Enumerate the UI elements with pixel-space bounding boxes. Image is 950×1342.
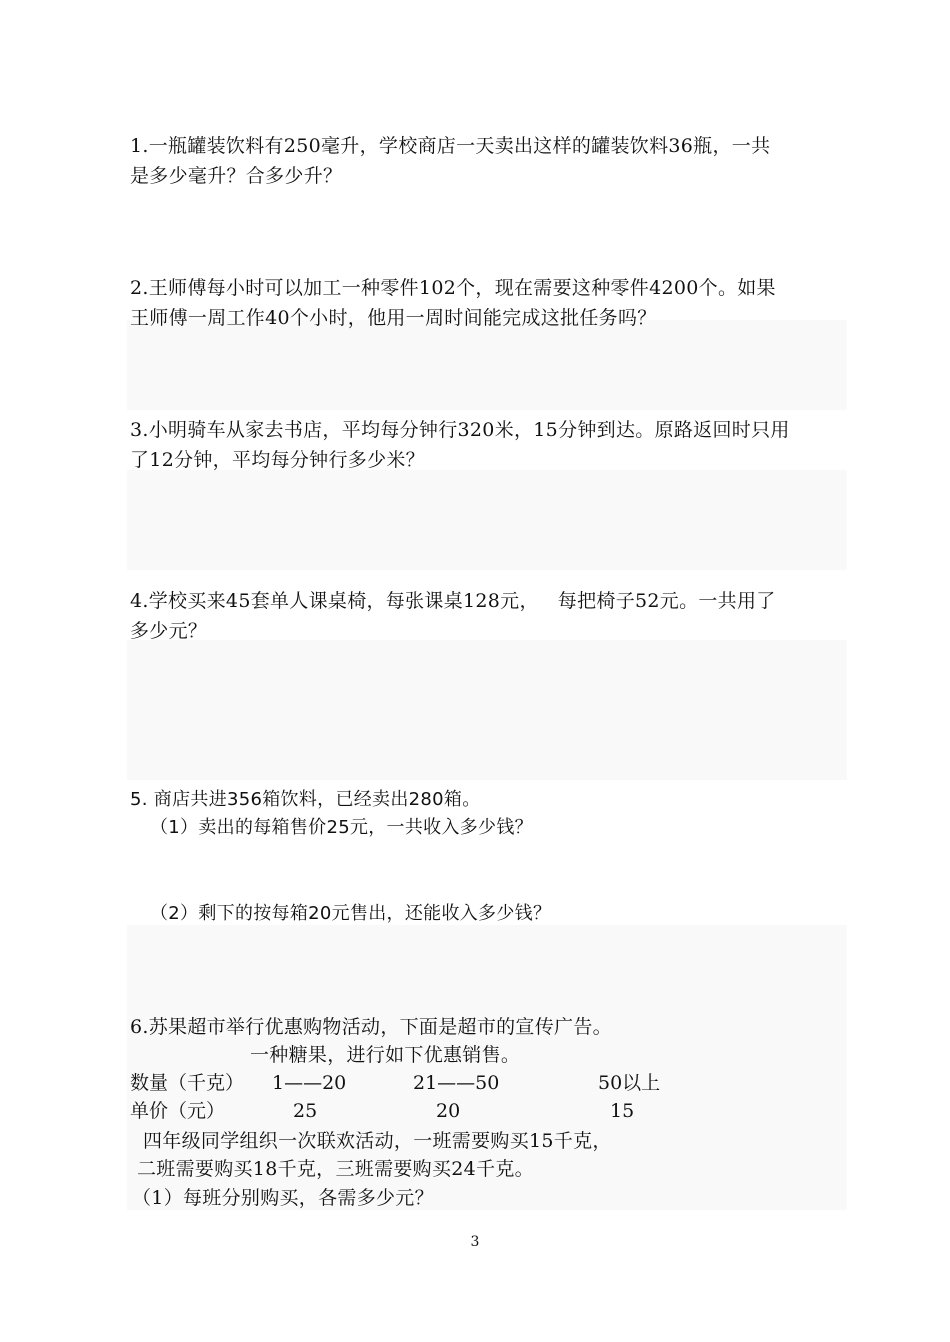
problem-2-line-2: 王师傅一周工作40个小时，他用一周时间能完成这批任务吗？	[130, 307, 657, 329]
page-number: 3	[470, 1234, 480, 1250]
problem-2-line-1: 2.王师傅每小时可以加工一种零件102个，现在需要这种零件4200个。如果	[130, 277, 776, 299]
problem-6-question-1: （1）每班分别购买，各需多少元？	[132, 1187, 434, 1209]
table-cell-range-2: 21——50	[413, 1072, 500, 1094]
problem-5-subquestion-2: （2）剩下的按每箱20元售出，还能收入多少钱？	[150, 903, 552, 924]
problem-4-line-1: 4.学校买来45套单人课桌椅，每张课桌128元， 每把椅子52元。一共用了	[130, 590, 776, 612]
problem-5-subquestion-1: （1）卖出的每箱售价25元，一共收入多少钱？	[150, 817, 533, 838]
problem-1-line-2: 是多少毫升？合多少升？	[130, 165, 343, 187]
problem-6-line-1: 6.苏果超市举行优惠购物活动，下面是超市的宣传广告。	[130, 1016, 612, 1038]
answer-area-shade-2	[127, 470, 847, 570]
table-cell-price-1: 25	[293, 1100, 318, 1122]
problem-6-text-1: 四年级同学组织一次联欢活动，一班需要购买15千克，	[143, 1130, 612, 1152]
table-header-price: 单价（元）	[130, 1100, 226, 1122]
ad-title: 一种糖果，进行如下优惠销售。	[250, 1044, 521, 1066]
answer-area-shade-1	[127, 320, 847, 410]
table-cell-range-1: 1——20	[272, 1072, 347, 1094]
table-cell-range-3: 50以上	[598, 1072, 661, 1094]
problem-3-line-2: 了12分钟，平均每分钟行多少米？	[130, 449, 425, 471]
problem-6-text-2: 二班需要购买18千克，三班需要购买24千克。	[137, 1158, 534, 1180]
answer-area-shade-3	[127, 640, 847, 780]
table-cell-price-2: 20	[436, 1100, 461, 1122]
problem-5-line-1: 5. 商店共进356箱饮料，已经卖出280箱。	[130, 789, 481, 810]
table-header-quantity: 数量（千克）	[130, 1072, 245, 1094]
table-cell-price-3: 15	[610, 1100, 635, 1122]
problem-4-line-2: 多少元？	[130, 620, 208, 642]
problem-1-line-1: 1.一瓶罐装饮料有250毫升，学校商店一天卖出这样的罐装饮料36瓶，一共	[130, 135, 771, 157]
problem-3-line-1: 3.小明骑车从家去书店，平均每分钟行320米，15分钟到达。原路返回时只用	[130, 419, 790, 441]
